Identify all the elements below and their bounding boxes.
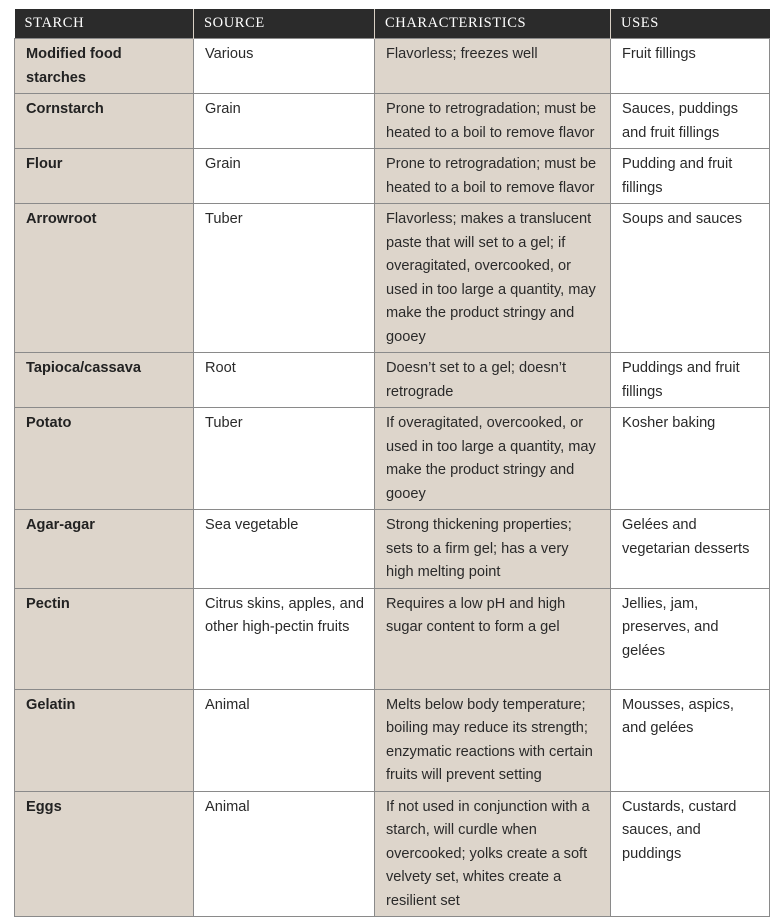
source-cell: Citrus skins, apples, and other high-pectin fruits [194,588,375,689]
characteristics-cell: Requires a low pH and high sugar content to form a gel [375,588,611,689]
uses-cell: Custards, custard sauces, and puddings [611,791,770,917]
table-row [15,204,770,353]
header-characteristics: CHARACTERISTICS [375,9,611,39]
starch-table [14,9,770,917]
uses-cell: Kosher baking [611,408,770,510]
characteristics-cell: If not used in conjunction with a starch, will curdle when overcooked; yolks create a soft velvety set, whites create a resilient set [375,791,611,917]
header-starch: STARCH [15,9,194,39]
uses-cell: Fruit fillings [611,39,770,94]
source-cell: Animal [194,791,375,917]
starch-cell: Arrowroot [15,204,194,353]
characteristics-cell: Flavorless; makes a translucent paste that will set to a gel; if overagitated, overcooked, or used in too large a quantity, may make the product stringy and gooey [375,204,611,353]
starch-cell: Tapioca/cassava [15,353,194,408]
starch-cell: Cornstarch [15,94,194,149]
table-row [15,94,770,149]
table-row [15,353,770,408]
header-uses: USES [611,9,770,39]
uses-cell: Mousses, aspics, and gelées [611,689,770,791]
table-row [15,39,770,94]
starch-cell: Agar-agar [15,510,194,589]
uses-cell: Pudding and fruit fillings [611,149,770,204]
source-cell: Grain [194,94,375,149]
source-cell: Animal [194,689,375,791]
uses-cell: Gelées and vegetarian desserts [611,510,770,589]
characteristics-cell: Strong thickening properties; sets to a firm gel; has a very high melting point [375,510,611,589]
starch-cell: Potato [15,408,194,510]
uses-cell: Puddings and fruit fillings [611,353,770,408]
table-row [15,408,770,510]
starch-cell: Flour [15,149,194,204]
starch-cell: Gelatin [15,689,194,791]
table-row [15,791,770,917]
characteristics-cell: Prone to retrogradation; must be heated to a boil to remove flavor [375,94,611,149]
header-source: SOURCE [194,9,375,39]
characteristics-cell: Melts below body temperature; boiling may reduce its strength; enzymatic reactions with certain fruits will prevent setting [375,689,611,791]
characteristics-cell: If overagitated, overcooked, or used in too large a quantity, may make the product stringy and gooey [375,408,611,510]
table-row [15,588,770,689]
header-row [15,9,770,39]
uses-cell: Jellies, jam, preserves, and gelées [611,588,770,689]
table-row [15,510,770,589]
starch-cell: Eggs [15,791,194,917]
table-row [15,149,770,204]
starch-cell: Modified food starches [15,39,194,94]
starch-cell: Pectin [15,588,194,689]
characteristics-cell: Flavorless; freezes well [375,39,611,94]
uses-cell: Soups and sauces [611,204,770,353]
characteristics-cell: Prone to retrogradation; must be heated to a boil to remove flavor [375,149,611,204]
source-cell: Grain [194,149,375,204]
table-row [15,689,770,791]
source-cell: Sea vegetable [194,510,375,589]
characteristics-cell: Doesn’t set to a gel; doesn’t retrograde [375,353,611,408]
source-cell: Tuber [194,204,375,353]
source-cell: Tuber [194,408,375,510]
source-cell: Root [194,353,375,408]
source-cell: Various [194,39,375,94]
uses-cell: Sauces, puddings and fruit fillings [611,94,770,149]
